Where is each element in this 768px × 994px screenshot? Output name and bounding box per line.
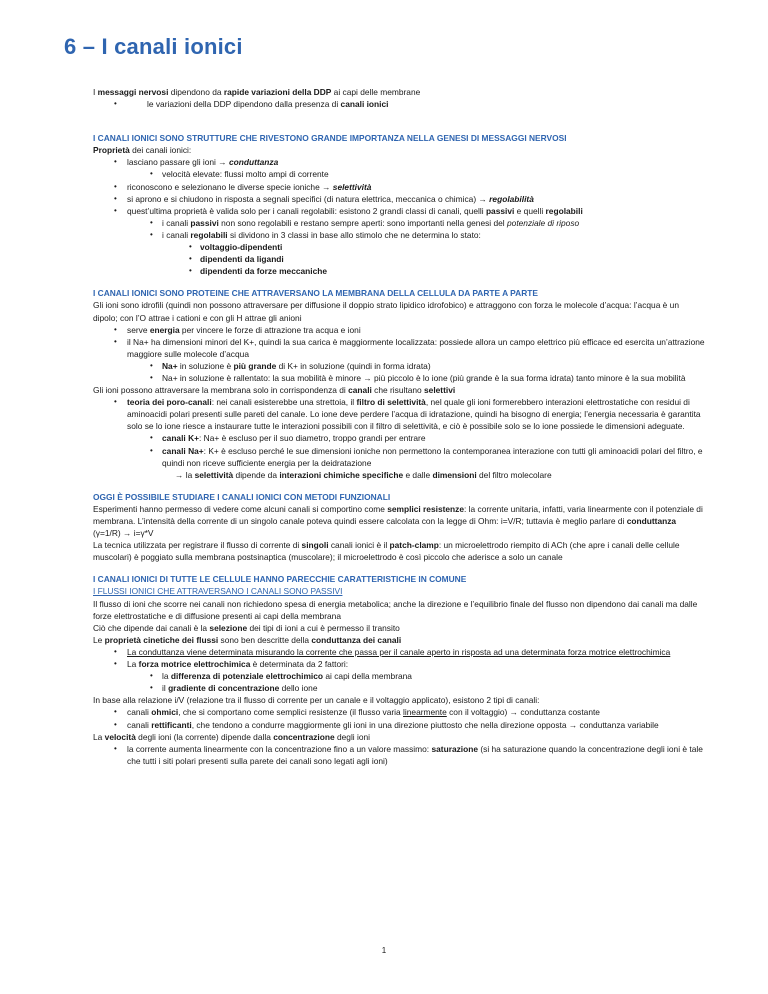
section-heading: I CANALI IONICI DI TUTTE LE CELLULE HANNO PARECCHIE CARATTERISTICHE IN COMUNE [93, 574, 467, 585]
list-item [93, 336, 705, 360]
page-number: 1 [381, 946, 387, 955]
paragraph: Gli ioni possono attraversare la membrana solo in corrispondenza di canali che risultano selettivi [93, 385, 456, 396]
list-item-text: voltaggio-dipendenti [200, 242, 283, 253]
bullet-icon: • [150, 360, 153, 370]
bullet-icon: • [114, 336, 117, 346]
section-heading: I CANALI IONICI SONO PROTEINE CHE ATTRAVERSANO LA MEMBRANA DELLA CELLULA DA PARTE A PARTE [93, 288, 538, 299]
bullet-icon: • [150, 683, 153, 693]
list-item-text: i canali regolabili si dividono in 3 classi in base allo stimolo che ne determina lo stato: [162, 229, 481, 240]
bullet-icon: • [150, 671, 153, 681]
list-item [93, 682, 705, 694]
subsection-heading: I FLUSSI IONICI CHE ATTRAVERSANO I CANALI SONO PASSIVI [93, 586, 343, 597]
bullet-icon: • [114, 157, 117, 167]
list-item-text: Na+ in soluzione è rallentato: la sua mobilità è minore → più piccolo è lo ione (più grande è la sua forma idrata) tanto minore è la sua mobilità [162, 372, 686, 383]
bullet-list [93, 743, 705, 767]
list-item [93, 706, 705, 718]
list-item [93, 181, 705, 193]
bullet-icon: • [189, 254, 192, 264]
list-item [93, 719, 705, 731]
list-item [93, 372, 705, 384]
paragraph: Le proprietà cinetiche dei flussi sono ben descritte della conduttanza dei canali [93, 634, 402, 645]
list-item-text: la differenza di potenziale elettrochimico ai capi della membrana [162, 671, 412, 682]
paragraph: Ciò che dipende dai canali è la selezione dei tipi di ioni a cui è permesso il transito [93, 622, 400, 633]
bullet-icon: • [114, 99, 117, 109]
paragraph: La velocità degli ioni (la corrente) dipende dalla concentrazione degli ioni [93, 731, 371, 742]
bullet-icon: • [114, 205, 117, 215]
paragraph: I messaggi nervosi dipendono da rapide variazioni della DDP ai capi delle membrane [93, 87, 421, 97]
list-item [93, 217, 705, 229]
list-item [93, 241, 705, 253]
list-item-text: La forza motrice elettrochimica è determinata da 2 fattori: [127, 659, 349, 670]
bullet-list [93, 396, 705, 469]
paragraph: Gli ioni sono idrofili (quindi non possono attraversare per diffusione il doppio strato lipidico idrofobico) e attraggono con forza le molecole d’acqua: l’acqua è un dipolo; con l’O attrae i cationi e con gli H attrae gli anioni [93, 300, 679, 323]
list-item-text: la corrente aumenta linearmente con la concentrazione fino a un valore massimo: saturazione (si ha saturazione quando la concentrazione degli ioni è tale che tutti i siti polari presenti sulla parete dei canali sono legati agli ioni) [127, 743, 703, 766]
paragraph: Proprietà dei canali ionici: [93, 145, 192, 156]
bullet-icon: • [150, 433, 153, 443]
list-item-text: La conduttanza viene determinata misurando la corrente che passa per il canale aperto in risposta ad una determinata forza motrice elettrochimica [127, 646, 671, 657]
list-item-text: riconoscono e selezionano le diverse specie ioniche → selettività [127, 181, 372, 192]
bullet-icon: • [189, 266, 192, 276]
conclusion-line: → la selettività dipende da interazioni chimiche specifiche e dalle dimensioni del filtro molecolare [175, 469, 552, 480]
list-item-text: Na+ in soluzione è più grande di K+ in soluzione (quindi in forma idrata) [162, 360, 431, 371]
list-item [93, 670, 705, 682]
bullet-icon: • [114, 659, 117, 669]
document-body [93, 86, 705, 767]
list-item-text: si aprono e si chiudono in risposta a segnali specifici (di natura elettrica, meccanica o chimica) → regolabilità [127, 193, 534, 204]
paragraph: Esperimenti hanno permesso di vedere come alcuni canali si comportino come semplici resistenze: la corrente unitaria, infatti, varia linearmente con il potenziale di membrana. L’intensità della corrente di un singolo canale poteva quindi essere calcolata con la legge di Ohm: i=V/R; tuttavia è meglio parlare di conduttanza (γ=1/R) → i=γ*V [93, 503, 703, 539]
list-item [93, 743, 705, 767]
bullet-icon: • [114, 707, 117, 717]
bullet-icon: • [114, 743, 117, 753]
paragraph: La tecnica utilizzata per registrare il flusso di corrente di singoli canali ionici è il patch-clamp: un microelettrodo riempito di ACh (che apre i canali delle cellule muscolari) è poggiato sulla membrana postsinaptica (muscolare); il microelettrodo è così piccolo che aderisce a solo un canale [93, 540, 680, 563]
bullet-icon: • [114, 181, 117, 191]
list-item-text: canali ohmici, che si comportano come semplici resistenze (il flusso varia linearmente con il voltaggio) → conduttanza costante [127, 707, 600, 718]
list-item [93, 445, 705, 469]
list-item: • le variazioni della DDP dipendono dalla presenza di canali ionici [114, 99, 389, 110]
list-item-text: velocità elevate: flussi molto ampi di corrente [162, 169, 329, 180]
list-item-text: il gradiente di concentrazione dello ione [162, 683, 318, 694]
list-item-text: canali rettificanti, che tendono a condurre maggiormente gli ioni in una direzione piuttosto che nella direzione opposta → conduttanza variabile [127, 719, 659, 730]
list-item-text: canali K+: Na+ è escluso per il suo diametro, troppo grandi per entrare [162, 433, 426, 444]
bullet-icon: • [114, 646, 117, 656]
bullet-icon: • [114, 193, 117, 203]
list-item [93, 324, 705, 336]
bullet-icon: • [150, 169, 153, 179]
list-item [93, 193, 705, 205]
list-item [93, 432, 705, 444]
paragraph: In base alla relazione i/V (relazione tra il flusso di corrente per un canale e il voltaggio applicato), esistono 2 tipi di canali: [93, 695, 540, 706]
bullet-icon: • [150, 445, 153, 455]
bullet-icon: • [114, 719, 117, 729]
list-item [93, 360, 705, 372]
list-item-text: dipendenti da forze meccaniche [200, 266, 328, 277]
bullet-icon: • [150, 372, 153, 382]
list-item [93, 229, 705, 241]
list-item-text: dipendenti da ligandi [200, 254, 284, 265]
bullet-list [93, 324, 705, 384]
bullet-icon: • [150, 229, 153, 239]
list-item-text: teoria dei poro-canali: nei canali esisterebbe una strettoia, il filtro di selettività, nel quale gli ioni formerebbero interazioni elettrostatiche con residui di aminoacidi polari presenti sulle pareti del canale. Lo ione deve perdere l’acqua di idratazione, quindi ha bisogno di energia; l’energia necessaria è garantita solo se lo ione riesce a instaurare tutte le interazioni possibili con il filtro di selettività, e ciò è possibile solo se lo ione possiede le dimensioni adeguate. [127, 397, 701, 432]
list-item-text: canali Na+: K+ è escluso perché le sue dimensioni ioniche non permettono la contemporanea interazione con tutti gli aminoacidi polari del filtro, e quindi non riceve sufficiente energia per la deidratazione [162, 445, 703, 468]
list-item [93, 658, 705, 670]
bullet-list [93, 706, 705, 730]
paragraph: Il flusso di ioni che scorre nei canali non richiedono spesa di energia metabolica; anche la direzione e l’equilibrio finale del flusso non dipendono dai canali ma dalle forze elettrostatiche e di diffusione presenti ai capi della membrana [93, 598, 698, 621]
page-title: 6 – I canali ionici [64, 34, 243, 59]
list-item [93, 646, 705, 658]
list-item-text: lasciano passare gli ioni → conduttanza [127, 157, 279, 168]
bullet-icon: • [114, 397, 117, 407]
list-item [93, 265, 705, 277]
list-item-text: i canali passivi non sono regolabili e restano sempre aperti: sono importanti nella genesi del potenziale di riposo [162, 217, 580, 228]
bullet-list [93, 156, 705, 277]
list-item-text: serve energia per vincere le forze di attrazione tra acqua e ioni [127, 324, 361, 335]
bullet-icon: • [189, 242, 192, 252]
section-heading: I CANALI IONICI SONO STRUTTURE CHE RIVESTONO GRANDE IMPORTANZA NELLA GENESI DI MESSAGGI NERVOSI [93, 133, 567, 144]
list-item [93, 156, 705, 168]
list-item [93, 205, 705, 217]
list-item-text: il Na+ ha dimensioni minori del K+, quindi la sua carica è maggiormente localizzata: possiede allora un campo elettrico più efficace ed esercita un’attrazione maggiore sulle molecole d’acqua [127, 336, 705, 359]
section-heading: OGGI È POSSIBILE STUDIARE I CANALI IONICI CON METODI FUNZIONALI [93, 491, 391, 502]
list-item [93, 253, 705, 265]
list-item [93, 168, 705, 180]
bullet-icon: • [114, 324, 117, 334]
list-item [93, 396, 705, 432]
list-item-text: quest’ultima proprietà è valida solo per i canali regolabili: esistono 2 grandi classi di canali, quelli passivi e quelli regolabili [127, 205, 583, 216]
bullet-list [93, 646, 705, 694]
bullet-icon: • [150, 217, 153, 227]
